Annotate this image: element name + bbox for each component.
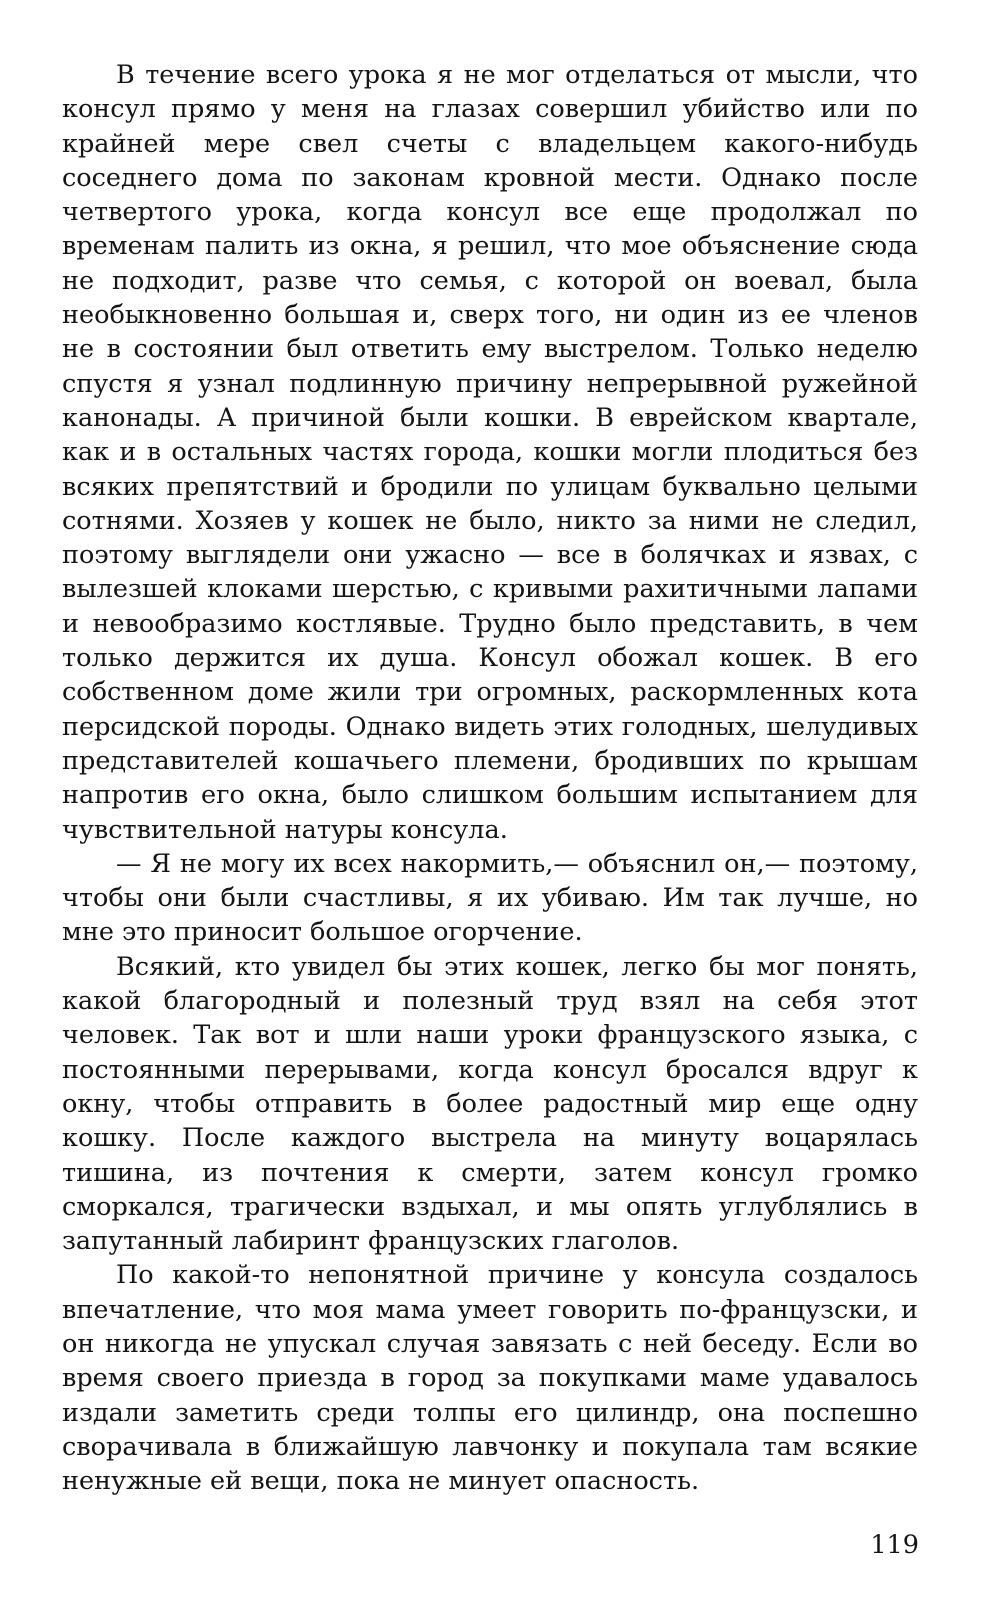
paragraph-2: — Я не могу их всех накормить,— объяснил он,— поэтому, чтобы они были счастливы, я их убиваю. Им так лучше, но мне это приносит большое огорчение.: [62, 848, 918, 948]
page-text: [62, 58, 918, 1498]
page-number: 119: [870, 1530, 919, 1560]
paragraph-3: Всякий, кто увидел бы этих кошек, легко бы мог понять, какой благородный и полезный труд взял на себя этот человек. Так вот и шли наши уроки французского языка, с постоянными перерывами, когда консул бросался вдруг к окну, чтобы отправить в более радостный мир еще одну кошку. После каждого выстрела на минуту воцарялась тишина, из почтения к смерти, затем консул громко сморкался, трагически вздыхал, и мы опять углублялись в запутанный лабиринт французских глаголов.: [62, 951, 918, 1257]
paragraph-1: В течение всего урока я не мог отделаться от мысли, что консул прямо у меня на глазах совершил убийство или по крайней мере свел счеты с владельцем какого-нибудь соседнего дома по законам кровной мести. Однако после четвертого урока, когда консул все еще продолжал по временам палить из окна, я решил, что мое объяснение сюда не подходит, разве что семья, с которой он воевал, была необыкновенно большая и, сверх того, ни один из ее членов не в состоянии был ответить ему выстрелом. Только неделю спустя я узнал подлинную причину непрерывной ружейной канонады. А причиной были кошки. В еврейском квартале, как и в остальных частях города, кошки могли плодиться без всяких препятствий и бродили по улицам буквально целыми сотнями. Хозяев у кошек не было, никто за ними не следил, поэтому выглядели они ужасно — все в болячках и язвах, с вылезшей клоками шерстью, с кривыми рахитичными лапами и невообразимо костлявые. Трудно было представить, в чем только держится их душа. Консул обожал кошек. В его собственном доме жили три огромных, раскормленных кота персидской породы. Однако видеть этих голодных, шелудивых представителей кошачьего племени, бродивших по крышам напротив его окна, было слишком большим испытанием для чувствительной натуры консула.: [62, 60, 918, 845]
paragraph-4: По какой-то непонятной причине у консула создалось впечатление, что моя мама умеет говорить по-французски, и он никогда не упускал случая завязать с ней беседу. Если во время своего приезда в город за покупками маме удавалось издали заметить среди толпы его цилиндр, она поспешно сворачивала в ближайшую лавчонку и покупала там всякие ненужные ей вещи, пока не минует опасность.: [62, 1260, 918, 1497]
